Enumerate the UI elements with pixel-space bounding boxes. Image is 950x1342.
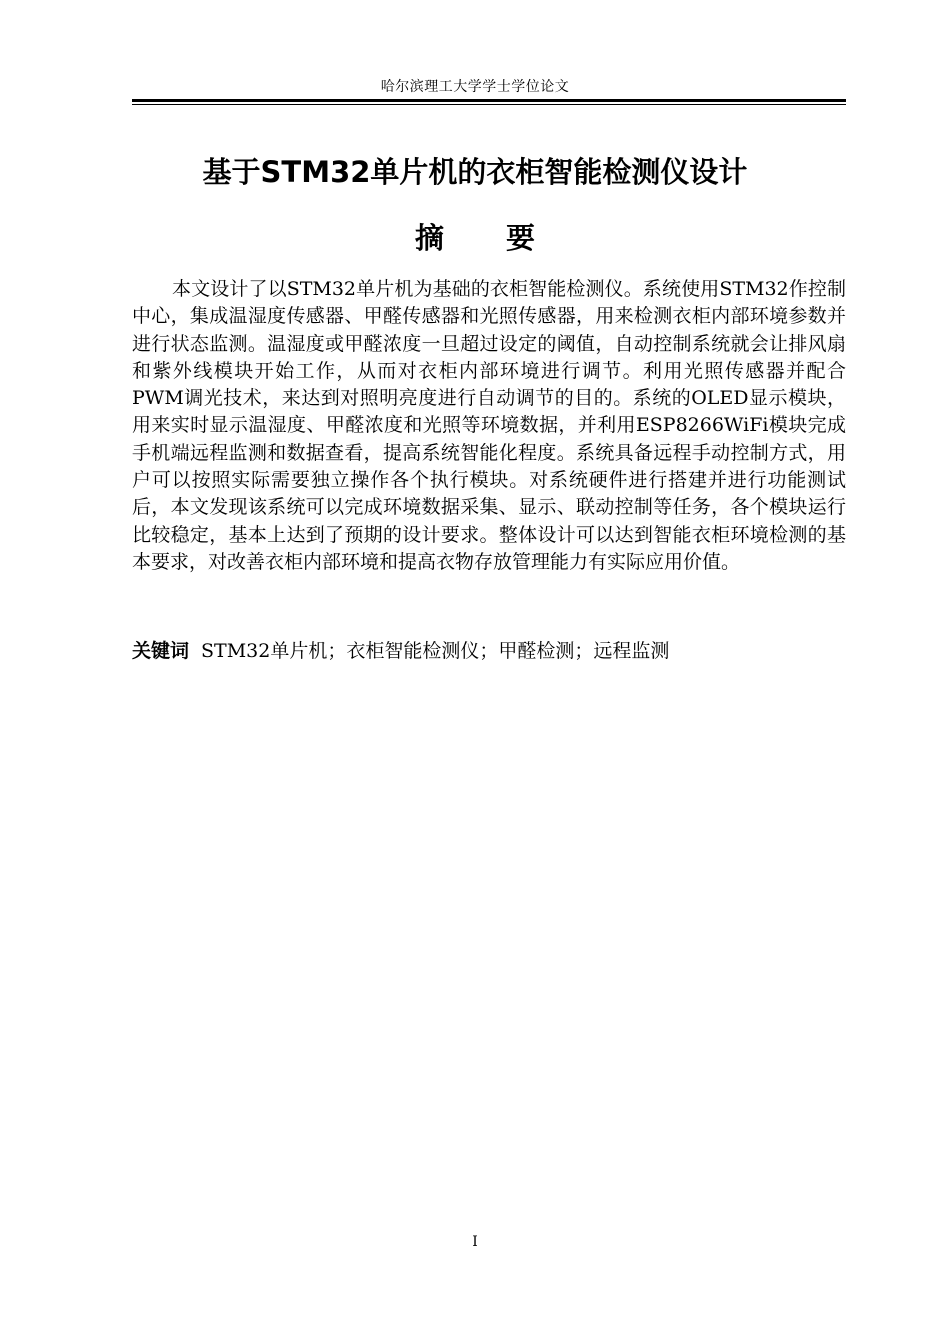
abstract-heading bbox=[0, 218, 950, 258]
abstract-body: 本文设计了以STM32单片机为基础的衣柜智能检测仪。系统使用STM32作控制中心，集成温湿度传感器、甲醛传感器和光照传感器，用来检测衣柜内部环境参数并进行状态监测。温湿度或甲醛浓度一旦超过设定的阈值，自动控制系统就会让排风扇和紫外线模块开始工作，从而对衣柜内部环境进行调节。利用光照传感器并配合PWM调光技术，来达到对照明亮度进行自动调节的目的。系统的OLED显示模块，用来实时显示温湿度、甲醛浓度和光照等环境数据，并利用ESP8266WiFi模块完成手机端远程监测和数据查看，提高系统智能化程度。系统具备远程手动控制方式，用户可以按照实际需要独立操作各个执行模块。对系统硬件进行搭建并进行功能测试后，本文发现该系统可以完成环境数据采集、显示、联动控制等任务，各个模块运行比较稳定，基本上达到了预期的设计要求。整体设计可以达到智能衣柜环境检测的基本要求，对改善衣柜内部环境和提高衣物存放管理能力有实际应用价值。 bbox=[132, 278, 846, 573]
document-title: 基于STM32单片机的衣柜智能检测仪设计 bbox=[202, 155, 748, 189]
running-header: 哈尔滨理工大学学士学位论文 bbox=[380, 79, 570, 95]
keywords-line bbox=[132, 638, 846, 665]
page-number: I bbox=[472, 1234, 478, 1250]
header-rule-thick bbox=[132, 99, 846, 102]
abstract-heading-char-2: 要 bbox=[506, 221, 536, 255]
keywords-text: STM32单片机；衣柜智能检测仪；甲醛检测；远程监测 bbox=[201, 640, 670, 662]
keywords-label: 关键词 bbox=[132, 640, 190, 662]
header-rule-thin bbox=[132, 104, 846, 105]
abstract-heading-char-1: 摘 bbox=[414, 221, 444, 255]
